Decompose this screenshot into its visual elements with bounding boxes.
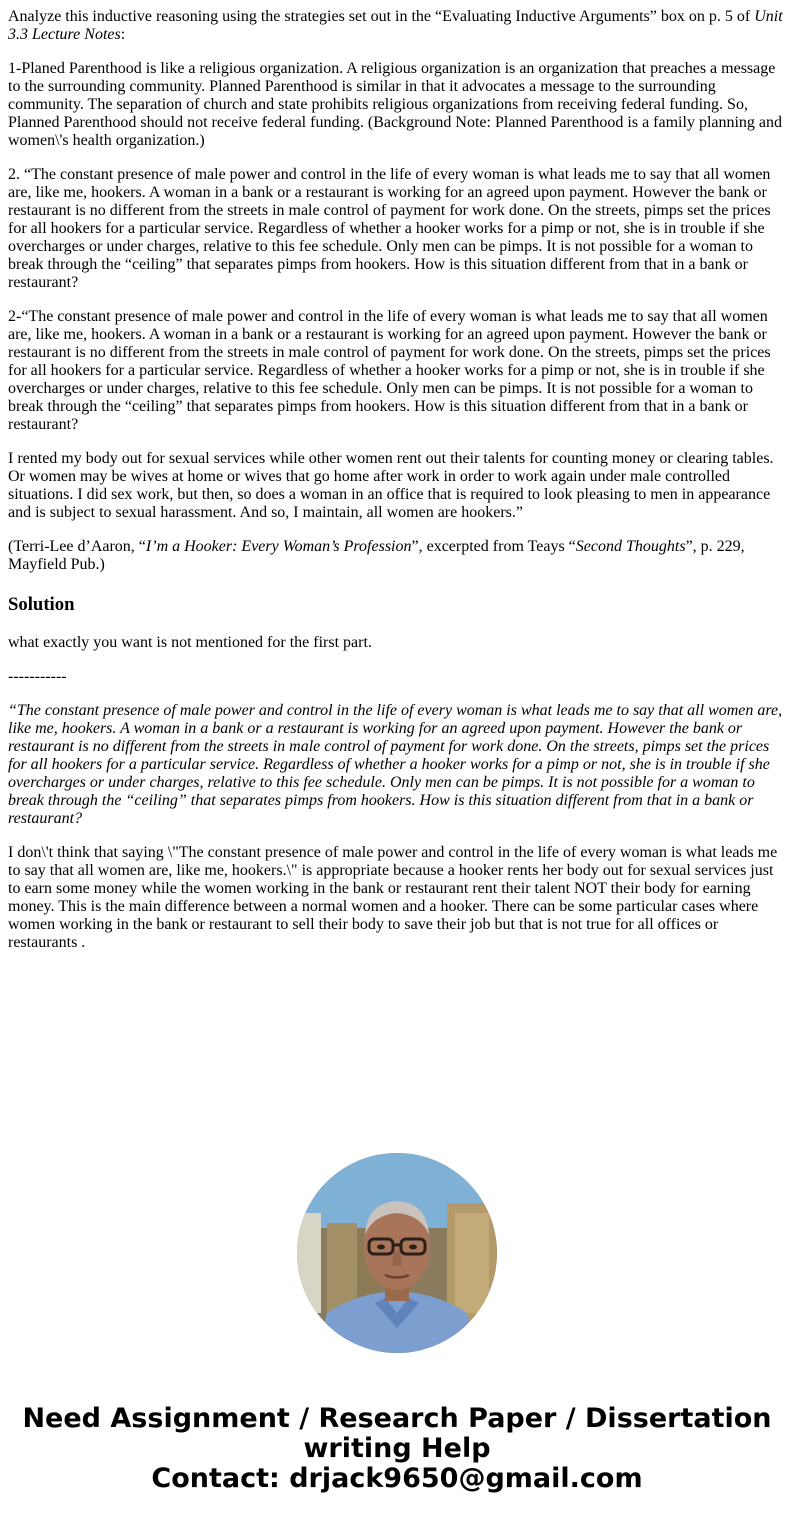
question-item-2-continued: I rented my body out for sexual services while other women rent out their talents for counting money or clearing tables. Or women may be wives at home or wives that go home after work in order to work again under male controlled situations. I did sex work, but then, so does a woman in an office that is required to look pleasing to men in appearance and is subject to sexual harassment. And so, I maintain, all women are hookers.”	[8, 450, 774, 521]
promo-contact: Contact: drjack9650@gmail.com	[151, 1463, 643, 1494]
lecture-notes-title: Unit 3.3 Lecture Notes	[8, 8, 783, 43]
question-item-1: 1-Planed Parenthood is like a religious organization. A religious organization is an organization that preaches a message to the surrounding community. Planned Parenthood is similar in that it advocates a message to the surrounding community. The separation of church and state prohibits religious organizations from receiving federal funding. So, Planned Parenthood should not receive federal funding. (Background Note: Planned Parenthood is a family planning and women\'s health organization.)	[8, 60, 783, 149]
question-item-2-repeat: 2-“The constant presence of male power and control in the life of every woman is what leads me to say that all women are, like me, hookers. A woman in a bank or a restaurant is working for an agreed upon payment. However the bank or restaurant is no different from the streets in male control of payment for work done. On the streets, pimps set the prices for all hookers for a particular service. Regardless of whether a hooker works for a pimp or not, she is in trouble if she overcharges or under charges, relative to this fee schedule. Only men can be pimps. It is not possible for a woman to break through the “ceiling” that separates pimps from hookers. How is this situation different from that in a bank or restaurant?	[8, 308, 771, 433]
citation: (Terri-Lee d’Aaron, “I’m a Hooker: Every Woman’s Profession”, excerpted from Teays “Second Thoughts”, p. 229, Mayfield Pub.)	[8, 538, 745, 573]
citation-title: I’m a Hooker: Every Woman’s Profession	[145, 538, 412, 555]
question-intro: Analyze this inductive reasoning using the strategies set out in the “Evaluating Inductive Arguments” box on p. 5 of Unit 3.3 Lecture Notes:	[8, 8, 783, 43]
solution-quote: “The constant presence of male power and control in the life of every woman is what leads me to say that all women are, like me, hookers. A woman in a bank or a restaurant is working for an agreed upon payment. However the bank or restaurant is no different from the streets in male control of payment for work done. On the streets, pimps set the prices for all hookers for a particular service. Regardless of whether a hooker works for a pimp or not, she is in trouble if she overcharges or under charges, relative to this fee schedule. Only men can be pimps. It is not possible for a woman to break through the “ceiling” that separates pimps from hookers. How is this situation different from that in a bank or restaurant?	[8, 702, 783, 827]
citation-book: Second Thoughts	[575, 538, 686, 555]
divider-text: -----------	[8, 668, 67, 685]
author-portrait-image	[297, 1153, 497, 1353]
solution-answer: I don\'t think that saying \"The constant presence of male power and control in the life of every woman is what leads me to say that all women are, like me, hookers.\" is appropriate because a hooker rents her body out for sexual services just to earn some money while the women working in the bank or restaurant rent their talent NOT their body for earning money. This is the main difference between a normal women and a hooker. There can be some particular cases where women working in the bank or restaurant to sell their body to save their job but that is not true for all offices or restaurants .	[8, 844, 778, 951]
promo-line-1: Need Assignment / Research Paper / Dissertation	[22, 1403, 772, 1434]
promo-banner	[0, 1404, 794, 1494]
promo-line-2: writing Help	[303, 1433, 491, 1464]
solution-heading: Solution	[8, 594, 75, 615]
solution-note: what exactly you want is not mentioned for the first part.	[8, 634, 372, 651]
question-item-2: 2. “The constant presence of male power and control in the life of every woman is what leads me to say that all women are, like me, hookers. A woman in a bank or a restaurant is working for an agreed upon payment. However the bank or restaurant is no different from the streets in male control of payment for work done. On the streets, pimps set the prices for all hookers for a particular service. Regardless of whether a hooker works for a pimp or not, she is in trouble if she overcharges or under charges, relative to this fee schedule. Only men can be pimps. It is not possible for a woman to break through the “ceiling” that separates pimps from hookers. How is this situation different from that in a bank or restaurant?	[8, 166, 771, 291]
author-photo	[297, 1153, 497, 1353]
